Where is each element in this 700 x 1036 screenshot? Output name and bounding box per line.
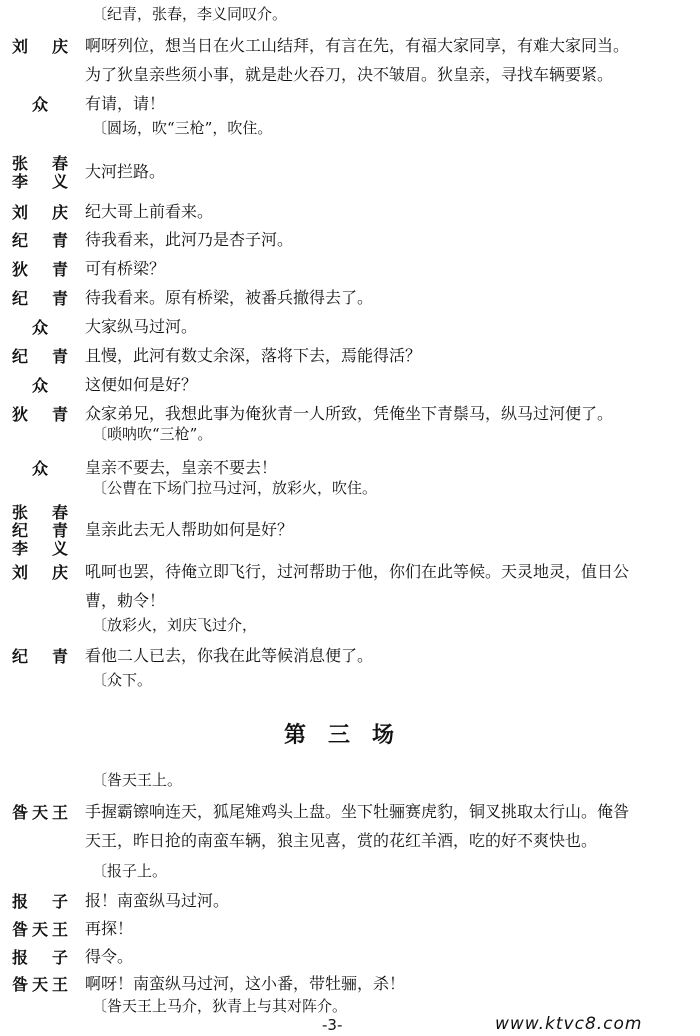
stage-direction-text: 〔唢呐吹“三枪”。 [92, 425, 213, 443]
dialogue-text: 可有桥梁？ [85, 259, 166, 278]
speaker-name [12, 319, 72, 337]
speaker-name [12, 648, 72, 666]
dialogue-text: 看他二人已去，你我在此等候消息便了。 [85, 646, 374, 665]
speaker-name [12, 949, 72, 967]
dialogue-text: 得令。 [85, 947, 134, 966]
speaker-name [12, 921, 72, 939]
page-number: -3- [322, 1016, 343, 1034]
speaker-name [12, 348, 72, 366]
dialogue-text: 吼呵也罢，待俺立即飞行，过河帮助于他，你们在此等候。天灵地灵，值日公 [85, 562, 630, 581]
speaker-name-entry: 刘 庆 [12, 37, 68, 56]
dialogue-text-continued: 天王，昨日抢的南蛮车辆，狼主见喜，赏的花红羊酒，吃的好不爽快也。 [85, 831, 598, 850]
stage-direction-text: 〔众下。 [92, 671, 153, 689]
speaker-name-entry: 张 春 [12, 503, 68, 522]
dialogue-text-continued: 为了狄皇亲些须小事，就是赴火吞刀，决不皱眉。狄皇亲，寻找车辆要紧。 [85, 65, 614, 84]
speaker-name-entry: 李 义 [12, 172, 68, 191]
speaker-name [12, 804, 72, 822]
speaker-name [12, 96, 72, 114]
speaker-name-entry: 纪 青 [12, 289, 68, 308]
stage-direction-text: 〔报子上。 [92, 862, 168, 880]
dialogue-text: 待我看来，此河乃是杏子河。 [85, 230, 294, 249]
speaker-name [12, 204, 72, 222]
dialogue-text-continued: 曹，勅令！ [85, 591, 166, 610]
speaker-name-entry: 众 [31, 376, 48, 395]
speaker-name [12, 232, 72, 250]
stage-direction-text: 〔圆场，吹“三枪”，吹住。 [92, 119, 273, 137]
stage-direction-text: 〔昝天王上马介，狄青上与其对阵介。 [92, 997, 348, 1015]
speaker-name-entry: 纪 青 [12, 521, 68, 540]
speaker-name-entry: 刘 庆 [12, 203, 68, 222]
speaker-name-entry: 纪 青 [12, 231, 68, 250]
dialogue-text: 且慢，此河有数丈余深，落将下去，焉能得活？ [85, 346, 422, 365]
speaker-name-entry: 纪 青 [12, 647, 68, 666]
dialogue-text: 有请，请！ [85, 94, 166, 113]
dialogue-text: 大河拦路。 [85, 162, 166, 181]
dialogue-text: 啊呀！南蛮纵马过河，这小番，带牡骊，杀！ [85, 974, 406, 993]
dialogue-text: 皇亲此去无人帮助如何是好？ [85, 520, 294, 539]
dialogue-text: 报！南蛮纵马过河。 [85, 891, 230, 910]
speaker-name [12, 406, 72, 424]
speaker-name-entry: 报 子 [12, 892, 68, 911]
dialogue-text: 皇亲不要去，皇亲不要去！ [85, 458, 278, 477]
speaker-name-entry: 众 [31, 318, 48, 337]
speaker-name [12, 504, 72, 558]
speaker-name [12, 155, 72, 191]
stage-direction-text: 〔放彩火，刘庆飞过介， [92, 616, 258, 634]
dialogue-text: 纪大哥上前看来。 [85, 202, 214, 221]
speaker-name [12, 290, 72, 308]
speaker-name [12, 261, 72, 279]
site-watermark: www.ktvc8.com [495, 1014, 643, 1034]
speaker-name-entry: 纪 青 [12, 347, 68, 366]
speaker-name-entry: 昝天王 [12, 975, 68, 994]
speaker-name-entry: 张 春 [12, 154, 68, 173]
scene-title: 第三场 [283, 723, 416, 748]
speaker-name [12, 976, 72, 994]
speaker-name-entry: 狄 青 [12, 260, 68, 279]
dialogue-text: 再探！ [85, 919, 134, 938]
speaker-name-entry: 刘 庆 [12, 563, 68, 582]
speaker-name-entry: 昝天王 [12, 920, 68, 939]
dialogue-text: 手握霸镲响连天，狐尾雉鸡头上盘。坐下牡骊赛虎豹，铜叉挑取太行山。俺昝 [85, 802, 630, 821]
dialogue-text: 众家弟兄，我想此事为俺狄青一人所致，凭俺坐下青鬃马，纵马过河便了。 [85, 404, 614, 423]
speaker-name [12, 38, 72, 56]
speaker-name-entry: 昝天王 [12, 803, 68, 822]
speaker-name [12, 460, 72, 478]
speaker-name [12, 377, 72, 395]
dialogue-text: 啊呀列位，想当日在火工山结拜，有言在先，有福大家同享，有难大家同当。 [85, 36, 630, 55]
speaker-name-entry: 众 [31, 459, 48, 478]
speaker-name-entry: 狄 青 [12, 405, 68, 424]
speaker-name-entry: 众 [31, 95, 48, 114]
speaker-name-entry: 报 子 [12, 948, 68, 967]
stage-direction-text: 〔昝天王上。 [92, 771, 183, 789]
dialogue-text: 待我看来。原有桥梁，被番兵撤得去了。 [85, 288, 374, 307]
speaker-name-entry: 李 义 [12, 539, 68, 558]
dialogue-text: 大家纵马过河。 [85, 317, 198, 336]
stage-direction-text: 〔纪青，张春，李义同叹介。 [92, 5, 288, 23]
speaker-name [12, 893, 72, 911]
speaker-name [12, 564, 72, 582]
stage-direction-text: 〔公曹在下场门拉马过河，放彩火，吹住。 [92, 479, 378, 497]
dialogue-text: 这便如何是好？ [85, 375, 198, 394]
